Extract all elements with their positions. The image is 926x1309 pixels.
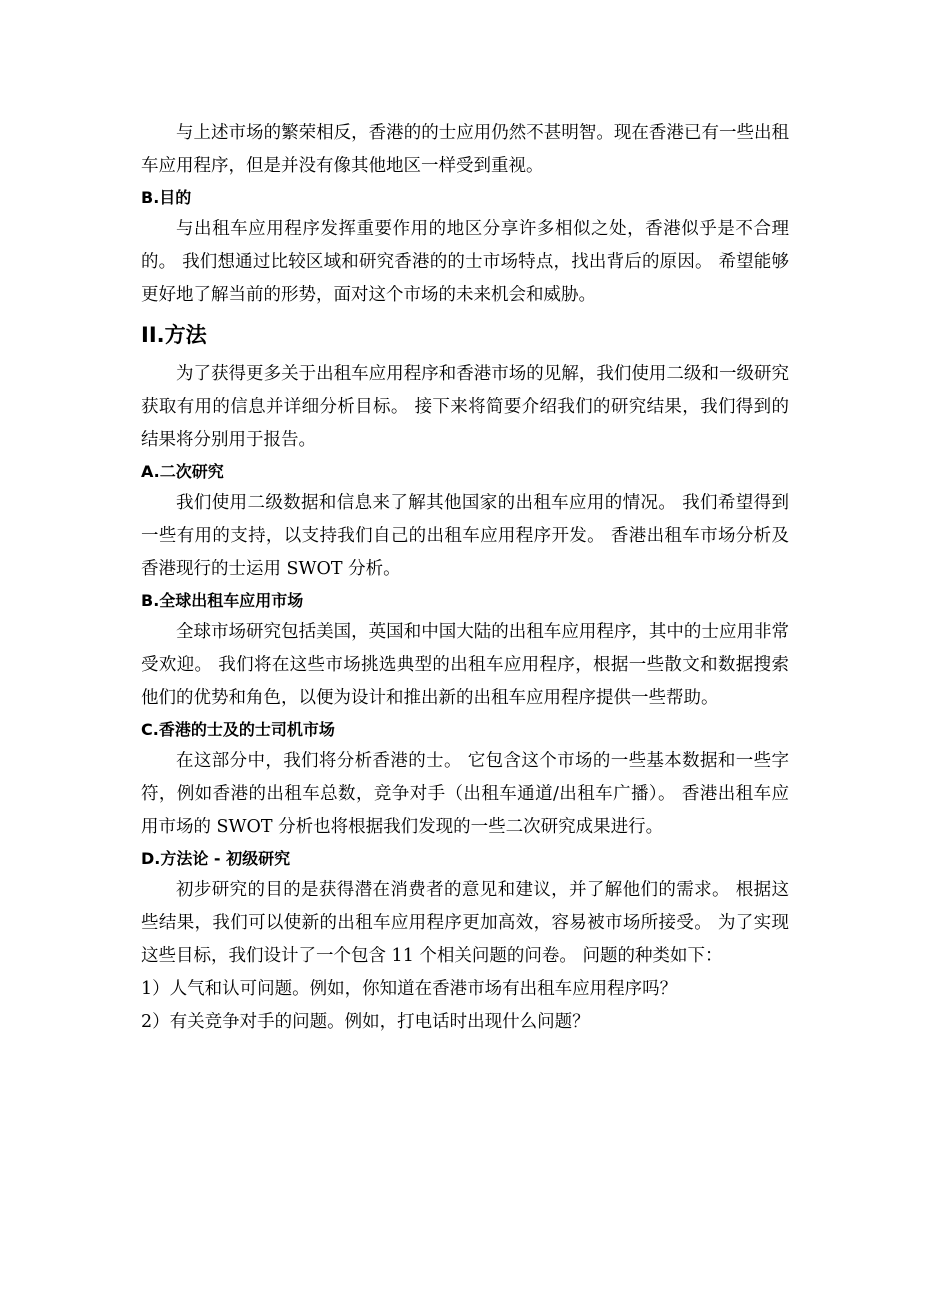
secondary-research-paragraph: 我们使用二级数据和信息来了解其他国家的出租车应用的情况。 我们希望得到一些有用的支持，以支持我们自己的出租车应用程序开发。 香港出租车市场分析及香港现行的士运用 SWOT 分析。 xyxy=(141,493,789,579)
hongkong-market-heading: C.香港的士及的士司机市场 xyxy=(141,720,335,739)
primary-research-heading: D.方法论 - 初级研究 xyxy=(141,849,291,868)
global-market-heading: B.全球出租车应用市场 xyxy=(141,591,304,610)
document-content xyxy=(141,117,789,1039)
primary-research-paragraph: 初步研究的目的是获得潜在消费者的意见和建议，并了解他们的需求。 根据这些结果，我们可以使新的出租车应用程序更加高效，容易被市场所接受。 为了实现这些目标，我们设计了一个包含 11 个相关问题的问卷。 问题的种类如下： xyxy=(141,880,789,966)
methods-paragraph: 为了获得更多关于出租车应用程序和香港市场的见解，我们使用二级和一级研究获取有用的信息并详细分析目标。 接下来将简要介绍我们的研究结果，我们得到的结果将分别用于报告。 xyxy=(141,364,789,450)
question-type-item: 1）人气和认可问题。例如，你知道在香港市场有出租车应用程序吗？ xyxy=(141,979,678,999)
purpose-heading: B.目的 xyxy=(141,188,192,207)
secondary-research-heading: A.二次研究 xyxy=(141,462,224,481)
purpose-paragraph: 与出租车应用程序发挥重要作用的地区分享许多相似之处，香港似乎是不合理的。 我们想通过比较区域和研究香港的的士市场特点，找出背后的原因。 希望能够更好地了解当前的形势，面对这个市场的未来机会和威胁。 xyxy=(141,219,789,305)
hongkong-market-paragraph: 在这部分中，我们将分析香港的士。 它包含这个市场的一些基本数据和一些字符，例如香港的出租车总数，竞争对手（出租车通道/出租车广播）。 香港出租车应用市场的 SWOT 分析也将根据我们发现的一些二次研究成果进行。 xyxy=(141,751,789,837)
intro-paragraph: 与上述市场的繁荣相反，香港的的士应用仍然不甚明智。现在香港已有一些出租车应用程序，但是并没有像其他地区一样受到重视。 xyxy=(141,123,789,176)
question-type-item: 2）有关竞争对手的问题。例如，打电话时出现什么问题？ xyxy=(141,1012,590,1032)
global-market-paragraph: 全球市场研究包括美国，英国和中国大陆的出租车应用程序，其中的士应用非常受欢迎。 我们将在这些市场挑选典型的出租车应用程序，根据一些散文和数据搜索他们的优势和角色，以便为设计和推出新的出租车应用程序提供一些帮助。 xyxy=(141,622,789,708)
methods-heading: II.方法 xyxy=(141,323,207,347)
